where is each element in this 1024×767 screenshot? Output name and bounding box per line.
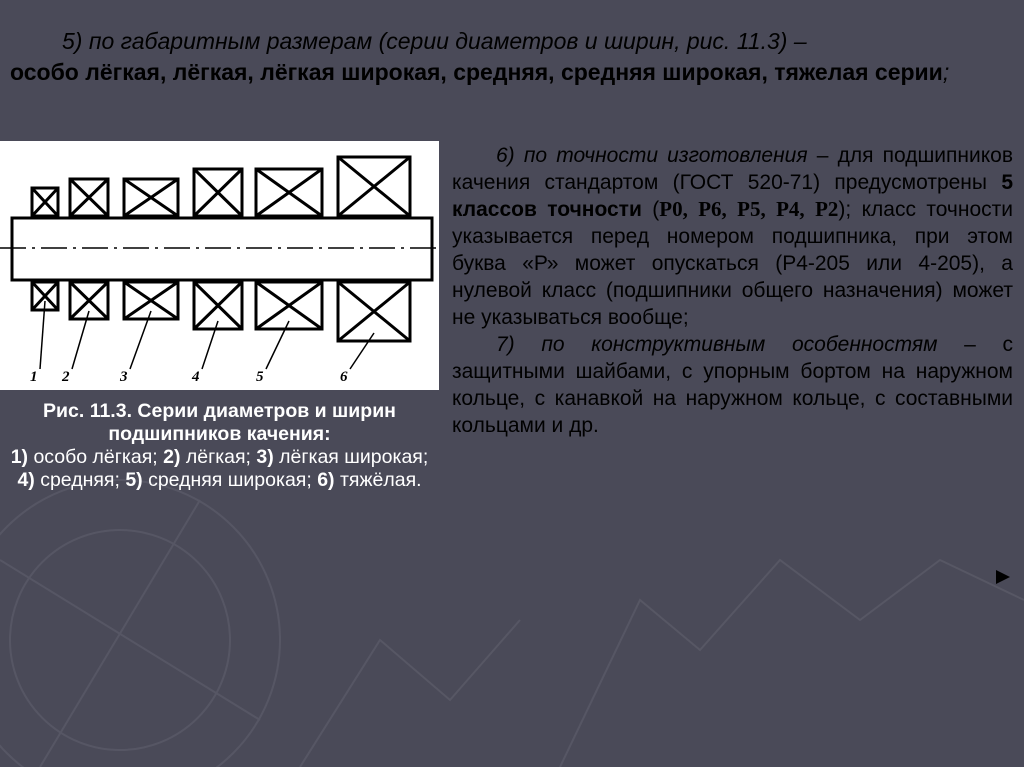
caption-num-5: 5) [125, 469, 143, 491]
figure-label-5: 5 [256, 369, 264, 385]
figure-caption [0, 400, 439, 492]
caption-num-1: 1) [10, 446, 29, 468]
bearing-drawing [0, 141, 439, 390]
caption-title: Рис. 11.3. Серии диаметров и ширин подшипников качения: [43, 400, 396, 445]
figure-label-3: 3 [120, 369, 128, 385]
right-column-text [452, 142, 1013, 439]
caption-text-4: средняя; [34, 469, 126, 491]
caption-num-2: 2) [163, 446, 181, 468]
class-p2: Р2 [815, 197, 839, 221]
caption-text-6: тяжёлая. [334, 469, 422, 491]
caption-text-3: лёгкая широкая; [273, 446, 429, 468]
heading-italic: 5) по габаритным размерам (серии диаметров и ширин, рис. 11.3) – [62, 28, 807, 54]
figure-label-1: 1 [30, 369, 38, 385]
paragraph-design [452, 331, 1013, 439]
accuracy-text-b: ( [641, 198, 660, 221]
next-arrow-icon [996, 570, 1010, 584]
caption-text-2: лёгкая; [180, 446, 257, 468]
caption-num-4: 4) [17, 469, 35, 491]
class-p6: Р6, [698, 197, 727, 221]
accuracy-text-a: – для подшипников качения стандартом (ГОСТ 520-71) предусмотрены [452, 144, 1013, 194]
bearing-6 [338, 157, 410, 341]
bearing-5 [256, 169, 322, 329]
accuracy-heading: 6) по точности изготовления [496, 144, 808, 167]
design-text: – с защитными шайбами, с упорным бортом на наружном кольце, с канавкой на наружном кольце, с составными кольцами и др. [452, 333, 1013, 437]
caption-num-3: 3) [256, 446, 274, 468]
shaft [12, 218, 432, 280]
leader-lines [40, 301, 374, 369]
class-p4: Р4, [776, 197, 805, 221]
accuracy-bold: 5 классов точности [452, 171, 1013, 221]
class-p0: Р0, [659, 197, 688, 221]
figure-label-2: 2 [62, 369, 70, 385]
accuracy-text-c: ); класс точности указывается перед номером подшипника, при этом буква «Р» может опускаться (Р4-205 или 4-205), а нулевой класс (подшипники общего назначения) может не указываться вообще; [452, 198, 1013, 329]
caption-items [0, 446, 439, 492]
bearing-4 [194, 169, 242, 329]
caption-text-5: средняя широкая; [142, 469, 318, 491]
paragraph-accuracy [452, 142, 1013, 331]
heading-bold: особо лёгкая, лёгкая, лёгкая широкая, средняя, средняя широкая, тяжелая серии [10, 59, 943, 85]
caption-text-1: особо лёгкая; [28, 446, 164, 468]
figure-label-6: 6 [340, 369, 348, 385]
figure-label-4: 4 [192, 369, 200, 385]
class-p5: Р5, [737, 197, 766, 221]
heading-paragraph [10, 26, 1010, 88]
bearing-series-figure [0, 141, 439, 390]
bearing-1 [32, 188, 58, 310]
design-heading: 7) по конструктивным особенностям [496, 333, 938, 356]
caption-num-6: 6) [317, 469, 335, 491]
bearing-3 [124, 179, 178, 319]
heading-end: ; [942, 59, 950, 85]
bearing-2 [70, 179, 108, 319]
